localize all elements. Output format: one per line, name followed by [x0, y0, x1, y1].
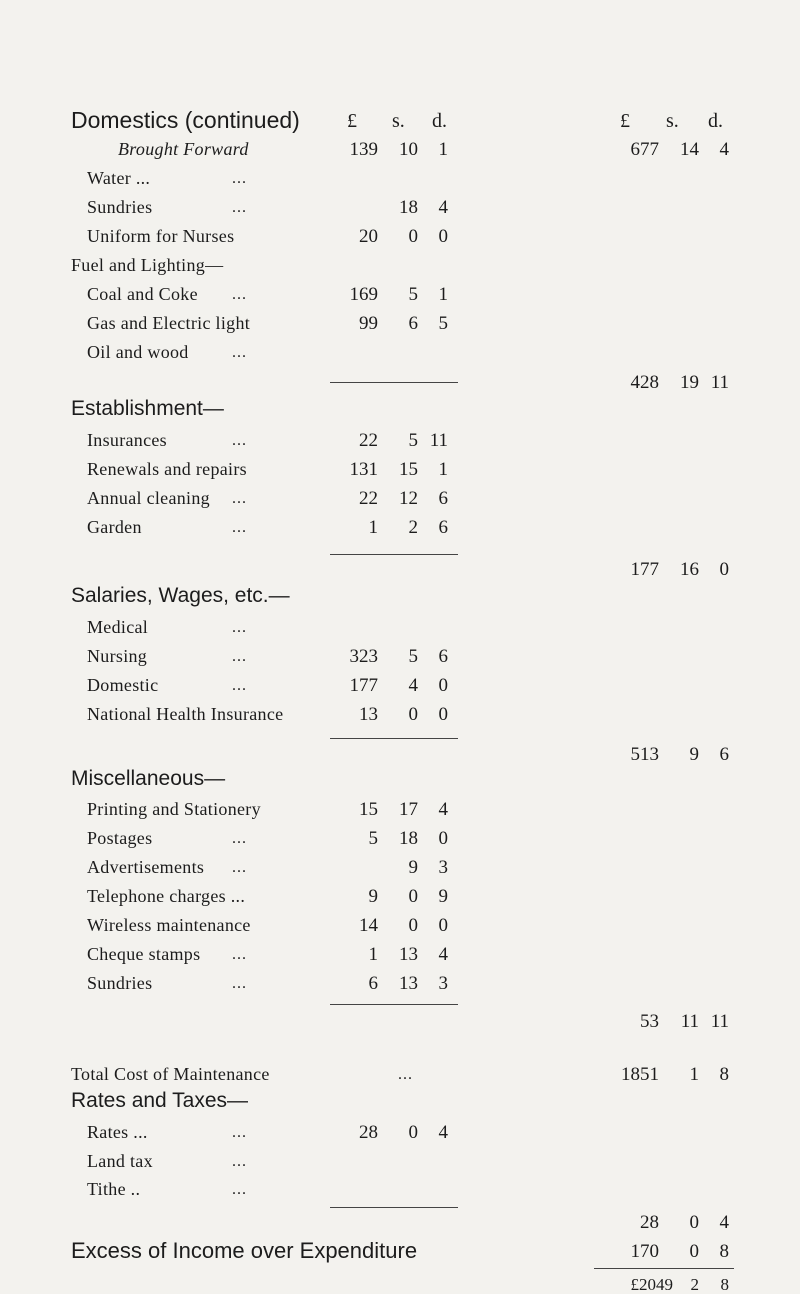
- uniform-shillings: 0: [408, 226, 418, 247]
- insurances-shillings: 5: [408, 430, 418, 451]
- misc-sundries-pounds: 6: [368, 973, 378, 994]
- misc-sundries-dots: ...: [232, 975, 247, 992]
- gas-pence: 5: [438, 313, 448, 334]
- oil-dots: ...: [232, 344, 247, 361]
- wireless-pence: 0: [438, 915, 448, 936]
- col2-pounds-header: £: [620, 110, 630, 132]
- salaries-heading: Salaries, Wages, etc.—: [71, 584, 290, 607]
- cheque-stamps-pounds: 1: [368, 944, 378, 965]
- printing-label: Printing and Stationery: [87, 799, 261, 819]
- sundries-label: Sundries: [87, 197, 153, 217]
- nhi-shillings: 0: [408, 704, 418, 725]
- misc-heading: Miscellaneous—: [71, 767, 226, 790]
- bf-c1-pence: 1: [438, 139, 448, 160]
- sundries-pence: 4: [438, 197, 448, 218]
- insurances-pence: 11: [429, 430, 448, 451]
- misc-subtotal-rule: [330, 1004, 458, 1005]
- domestic-dots: ...: [232, 677, 247, 694]
- garden-pounds: 1: [368, 517, 378, 538]
- telephone-shillings: 0: [408, 886, 418, 907]
- excess-pence: 8: [719, 1241, 729, 1262]
- domestic-label: Domestic: [87, 675, 159, 695]
- total-cost-pounds: 1851: [621, 1064, 659, 1085]
- establishment-heading: Establishment—: [71, 397, 224, 420]
- rates-pence: 4: [438, 1122, 448, 1143]
- uniform-label: Uniform for Nurses: [87, 226, 235, 246]
- misc-total-pence: 11: [710, 1011, 729, 1032]
- salaries-total-pence: 6: [719, 744, 729, 765]
- grand-total-pounds: £2049: [630, 1275, 673, 1294]
- uniform-pounds: 20: [359, 226, 378, 247]
- cheque-stamps-dots: ...: [232, 946, 247, 963]
- domestic-shillings: 4: [408, 675, 418, 696]
- cheque-stamps-shillings: 13: [399, 944, 418, 965]
- nhi-pence: 0: [438, 704, 448, 725]
- bf-c1-pounds: 139: [349, 139, 378, 160]
- gas-pounds: 99: [359, 313, 378, 334]
- col1-pounds-header: £: [347, 110, 357, 132]
- annual-cleaning-dots: ...: [232, 490, 247, 507]
- insurances-pounds: 22: [359, 430, 378, 451]
- wireless-shillings: 0: [408, 915, 418, 936]
- land-tax-label: Land tax: [87, 1151, 153, 1171]
- nursing-dots: ...: [232, 648, 247, 665]
- printing-pounds: 15: [359, 799, 378, 820]
- renewals-label: Renewals and repairs: [87, 459, 247, 479]
- establishment-total-shillings: 16: [680, 559, 699, 580]
- water-dots: ...: [232, 170, 247, 187]
- rates-heading: Rates and Taxes—: [71, 1089, 249, 1112]
- bf-c2-shillings: 14: [680, 139, 699, 160]
- gas-label: Gas and Electric light: [87, 313, 251, 333]
- sundries-shillings: 18: [399, 197, 418, 218]
- garden-dots: ...: [232, 519, 247, 536]
- annual-cleaning-label: Annual cleaning: [87, 488, 210, 508]
- domestic-pence: 0: [438, 675, 448, 696]
- establishment-total-pounds: 177: [630, 559, 659, 580]
- advertisements-pence: 3: [438, 857, 448, 878]
- fuel-total-pence: 11: [710, 372, 729, 393]
- annual-cleaning-shillings: 12: [399, 488, 418, 509]
- telephone-pence: 9: [438, 886, 448, 907]
- rates-dots: ...: [232, 1124, 247, 1141]
- printing-shillings: 17: [399, 799, 418, 820]
- nhi-label: National Health Insurance: [87, 704, 284, 724]
- misc-sundries-label: Sundries: [87, 973, 153, 993]
- wireless-pounds: 14: [359, 915, 378, 936]
- garden-label: Garden: [87, 517, 142, 537]
- postages-dots: ...: [232, 830, 247, 847]
- fuel-heading: Fuel and Lighting—: [71, 255, 224, 275]
- cheque-stamps-pence: 4: [438, 944, 448, 965]
- coal-pounds: 169: [349, 284, 378, 305]
- nursing-shillings: 5: [408, 646, 418, 667]
- postages-pence: 0: [438, 828, 448, 849]
- postages-shillings: 18: [399, 828, 418, 849]
- rates-subtotal-rule: [330, 1207, 458, 1208]
- coal-shillings: 5: [408, 284, 418, 305]
- bf-c1-shillings: 10: [399, 139, 418, 160]
- col1-pence-header: d.: [432, 110, 447, 132]
- total-cost-dots: ...: [398, 1066, 413, 1083]
- garden-pence: 6: [438, 517, 448, 538]
- misc-sundries-pence: 3: [438, 973, 448, 994]
- misc-sundries-shillings: 13: [399, 973, 418, 994]
- printing-pence: 4: [438, 799, 448, 820]
- bf-c2-pence: 4: [719, 139, 729, 160]
- nursing-pence: 6: [438, 646, 448, 667]
- tithe-dots: ...: [232, 1181, 247, 1198]
- total-cost-pence: 8: [719, 1064, 729, 1085]
- total-cost-shillings: 1: [689, 1064, 699, 1085]
- grand-total-pence: 8: [720, 1275, 729, 1294]
- water-label: Water ...: [87, 168, 151, 188]
- gas-shillings: 6: [408, 313, 418, 334]
- fuel-subtotal-rule: [330, 382, 458, 383]
- garden-shillings: 2: [408, 517, 418, 538]
- advertisements-label: Advertisements: [87, 857, 205, 877]
- advertisements-shillings: 9: [408, 857, 418, 878]
- establishment-total-pence: 0: [719, 559, 729, 580]
- misc-total-pounds: 53: [640, 1011, 659, 1032]
- col2-shillings-header: s.: [666, 110, 679, 132]
- oil-label: Oil and wood: [87, 342, 189, 362]
- uniform-pence: 0: [438, 226, 448, 247]
- col1-shillings-header: s.: [392, 110, 405, 132]
- postages-pounds: 5: [368, 828, 378, 849]
- establishment-subtotal-rule: [330, 554, 458, 555]
- fuel-total-shillings: 19: [680, 372, 699, 393]
- wireless-label: Wireless maintenance: [87, 915, 251, 935]
- domestic-pounds: 177: [349, 675, 378, 696]
- rates-total-shillings: 0: [689, 1212, 699, 1233]
- coal-label: Coal and Coke: [87, 284, 198, 304]
- grand-total-rule: [594, 1268, 734, 1269]
- rates-pounds: 28: [359, 1122, 378, 1143]
- tithe-label: Tithe ..: [87, 1179, 141, 1199]
- medical-dots: ...: [232, 619, 247, 636]
- fuel-total-pounds: 428: [630, 372, 659, 393]
- renewals-shillings: 15: [399, 459, 418, 480]
- salaries-total-pounds: 513: [630, 744, 659, 765]
- sundries-dots: ...: [232, 199, 247, 216]
- bf-c2-pounds: 677: [630, 139, 659, 160]
- brought-forward-label: Brought Forward: [118, 139, 249, 159]
- salaries-total-shillings: 9: [689, 744, 699, 765]
- cheque-stamps-label: Cheque stamps: [87, 944, 201, 964]
- annual-cleaning-pence: 6: [438, 488, 448, 509]
- section-title: Domestics (continued): [71, 107, 300, 133]
- rates-total-pence: 4: [719, 1212, 729, 1233]
- excess-label: Excess of Income over Expenditure: [71, 1238, 418, 1263]
- col2-pence-header: d.: [708, 110, 723, 132]
- telephone-pounds: 9: [368, 886, 378, 907]
- salaries-subtotal-rule: [330, 738, 458, 739]
- total-cost-label: Total Cost of Maintenance: [71, 1064, 270, 1084]
- renewals-pounds: 131: [349, 459, 378, 480]
- misc-total-shillings: 11: [680, 1011, 699, 1032]
- coal-dots: ...: [232, 286, 247, 303]
- coal-pence: 1: [438, 284, 448, 305]
- rates-shillings: 0: [408, 1122, 418, 1143]
- rates-label: Rates ...: [87, 1122, 148, 1142]
- advertisements-dots: ...: [232, 859, 247, 876]
- grand-total-shillings: 2: [690, 1275, 699, 1294]
- land-tax-dots: ...: [232, 1153, 247, 1170]
- renewals-pence: 1: [438, 459, 448, 480]
- excess-pounds: 170: [630, 1241, 659, 1262]
- insurances-dots: ...: [232, 432, 247, 449]
- postages-label: Postages: [87, 828, 153, 848]
- rates-total-pounds: 28: [640, 1212, 659, 1233]
- excess-shillings: 0: [689, 1241, 699, 1262]
- medical-label: Medical: [87, 617, 149, 637]
- nhi-pounds: 13: [359, 704, 378, 725]
- telephone-label: Telephone charges ...: [87, 886, 246, 906]
- nursing-label: Nursing: [87, 646, 148, 666]
- annual-cleaning-pounds: 22: [359, 488, 378, 509]
- nursing-pounds: 323: [349, 646, 378, 667]
- insurances-label: Insurances: [87, 430, 167, 450]
